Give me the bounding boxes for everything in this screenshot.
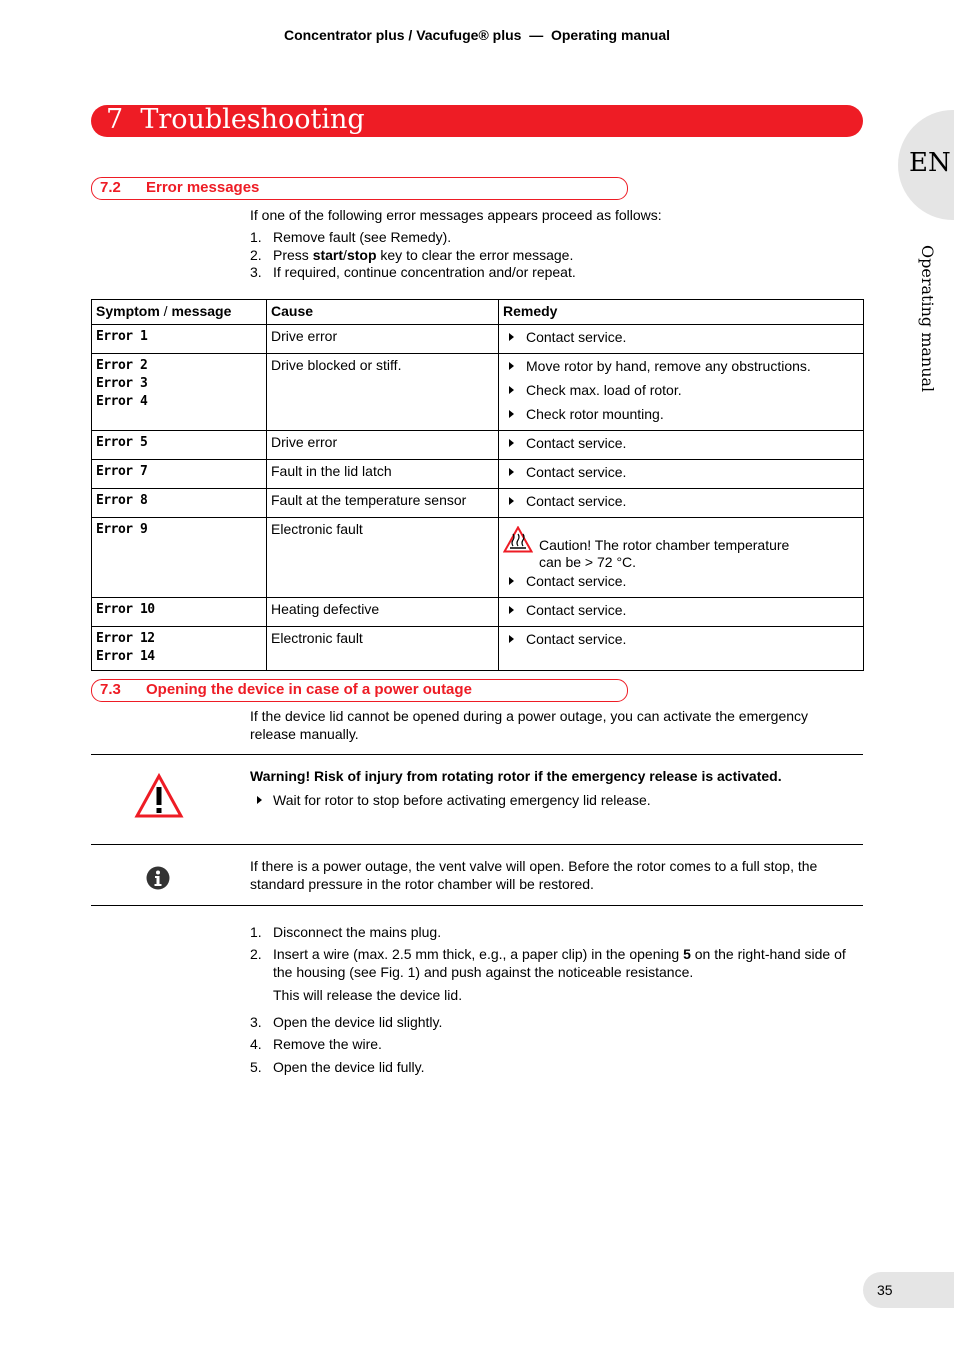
- step-text: the housing (see Fig. 1) and push against the noticeable resistance.: [273, 964, 694, 980]
- step-number: 2.: [250, 946, 262, 962]
- error-code: Error 3: [96, 376, 148, 391]
- arrow-bullet-icon: [509, 439, 514, 447]
- step-text: [273, 946, 846, 962]
- cause-cell: Heating defective: [267, 598, 499, 627]
- header-message: message: [171, 303, 232, 319]
- table-row: [92, 518, 864, 598]
- symptom-cell: [92, 489, 267, 518]
- step-text: If required, continue concentration and/or repeat.: [273, 264, 576, 280]
- table-row: [92, 325, 864, 354]
- error-code: Error 14: [96, 649, 155, 664]
- remedy-text: Contact service.: [526, 464, 627, 480]
- info-line: If there is a power outage, the vent valve will open. Before the rotor comes to a full stop, the: [250, 858, 818, 874]
- error-code: Error 1: [96, 329, 148, 344]
- hot-surface-caution-icon: [503, 526, 533, 557]
- remedy-item: [503, 569, 859, 593]
- arrow-bullet-icon: [509, 410, 514, 418]
- column-header-symptom: [92, 300, 267, 325]
- section-intro: If one of the following error messages appears proceed as follows:: [250, 207, 662, 223]
- error-code: Error 5: [96, 435, 148, 450]
- step-text: Open the device lid fully.: [273, 1059, 425, 1075]
- section-heading-7-3: [91, 679, 628, 702]
- step-text-post: on the right-hand side of: [690, 946, 846, 962]
- cause-cell: Electronic fault: [267, 627, 499, 671]
- table-row: [92, 598, 864, 627]
- remedy-item: [503, 489, 859, 513]
- warning-triangle-icon: [134, 773, 184, 824]
- step-number: 1.: [250, 229, 262, 245]
- step-text: Open the device lid slightly.: [273, 1014, 443, 1030]
- running-header: Concentrator plus / Vacufuge® plus — Operating manual: [283, 27, 671, 43]
- opening-number: 5: [683, 946, 691, 962]
- page-number-tab: [863, 1272, 954, 1308]
- step-text-pre: Press: [273, 247, 313, 263]
- remedy-cell: [499, 598, 864, 627]
- section-number: 7.3: [100, 681, 121, 698]
- remedy-cell: [499, 460, 864, 489]
- remedy-item: [503, 598, 859, 622]
- step-text-post: key to clear the error message.: [376, 247, 574, 263]
- step-number: 2.: [250, 247, 262, 263]
- remedy-item: [503, 354, 859, 378]
- divider: [91, 844, 863, 845]
- header-symptom: Symptom: [96, 303, 160, 319]
- step-number: 3.: [250, 264, 262, 280]
- section-number: 7.2: [100, 179, 121, 196]
- info-line: standard pressure in the rotor chamber will be restored.: [250, 876, 594, 892]
- section-title: Opening the device in case of a power outage: [146, 681, 472, 698]
- remedy-text: Contact service.: [526, 329, 627, 345]
- remedy-item: [503, 460, 859, 484]
- step-text-pre: Insert a wire (max. 2.5 mm thick, e.g., a paper clip) in the opening: [273, 946, 684, 962]
- error-code: Error 7: [96, 464, 148, 479]
- remedy-item: [503, 378, 859, 402]
- symptom-cell: [92, 518, 267, 598]
- remedy-cell: [499, 518, 864, 598]
- error-code: Error 9: [96, 522, 148, 537]
- step-number: 5.: [250, 1059, 262, 1075]
- header-separator: /: [159, 303, 172, 319]
- info-text: [250, 857, 817, 893]
- key-separator: /: [343, 247, 347, 263]
- cause-cell: Drive error: [267, 431, 499, 460]
- cause-cell: Drive error: [267, 325, 499, 354]
- step-text: Remove the wire.: [273, 1036, 382, 1052]
- step-text: Remove fault (see Remedy).: [273, 229, 452, 245]
- cause-cell: Fault at the temperature sensor: [267, 489, 499, 518]
- arrow-bullet-icon: [509, 386, 514, 394]
- caution-note: [503, 524, 859, 571]
- language-label: EN: [909, 148, 951, 178]
- symptom-cell: [92, 325, 267, 354]
- table-header-row: [92, 300, 864, 325]
- arrow-bullet-icon: [509, 635, 514, 643]
- warning-action: [250, 791, 651, 809]
- error-table: [91, 299, 864, 671]
- arrow-bullet-icon: [509, 468, 514, 476]
- remedy-cell: [499, 325, 864, 354]
- chapter-bar: [91, 105, 863, 137]
- cause-cell: Fault in the lid latch: [267, 460, 499, 489]
- divider: [91, 905, 863, 906]
- intro-line: release manually.: [250, 726, 359, 742]
- intro-line: If the device lid cannot be opened during a power outage, you can activate the emergency: [250, 708, 809, 724]
- info-icon: [146, 866, 170, 895]
- section-title: Error messages: [146, 179, 260, 196]
- column-header-remedy: Remedy: [499, 300, 864, 325]
- arrow-bullet-icon: [257, 796, 262, 804]
- table-row: [92, 431, 864, 460]
- remedy-text: Check rotor mounting.: [526, 406, 664, 422]
- error-code: Error 4: [96, 394, 148, 409]
- step-number: 4.: [250, 1036, 262, 1052]
- chapter-title: 7 Troubleshooting: [106, 104, 365, 135]
- step-number: 3.: [250, 1014, 262, 1030]
- section-intro: [250, 707, 808, 743]
- side-label: Operating manual: [918, 245, 937, 393]
- remedy-item: [503, 402, 859, 426]
- page-number: 35: [877, 1282, 893, 1298]
- column-header-cause: Cause: [267, 300, 499, 325]
- table-row: [92, 489, 864, 518]
- remedy-item: [503, 325, 859, 349]
- error-code: Error 10: [96, 602, 155, 617]
- step-number: 1.: [250, 924, 262, 940]
- table-row: [92, 460, 864, 489]
- remedy-cell: [499, 489, 864, 518]
- arrow-bullet-icon: [509, 333, 514, 341]
- remedy-cell: [499, 431, 864, 460]
- remedy-text: Contact service.: [526, 631, 627, 647]
- caution-text-line1: Caution! The rotor chamber temperature: [539, 537, 790, 553]
- symptom-cell: [92, 627, 267, 671]
- symptom-cell: [92, 354, 267, 431]
- arrow-bullet-icon: [509, 577, 514, 585]
- remedy-cell: [499, 627, 864, 671]
- symptom-cell: [92, 460, 267, 489]
- cause-cell: Electronic fault: [267, 518, 499, 598]
- remedy-text: Contact service.: [526, 573, 627, 589]
- remedy-item: [503, 627, 859, 651]
- step-text: [273, 247, 573, 263]
- table-row: [92, 627, 864, 671]
- step-note-text: This will release the device lid.: [273, 987, 463, 1003]
- remedy-text: Contact service.: [526, 493, 627, 509]
- arrow-bullet-icon: [509, 606, 514, 614]
- remedy-text: Check max. load of rotor.: [526, 382, 682, 398]
- remedy-text: Contact service.: [526, 602, 627, 618]
- error-code: Error 12: [96, 631, 155, 646]
- language-tab: [898, 110, 954, 220]
- arrow-bullet-icon: [509, 362, 514, 370]
- warning-action-text: Wait for rotor to stop before activating emergency lid release.: [273, 792, 651, 808]
- section-heading-7-2: [91, 177, 628, 200]
- arrow-bullet-icon: [509, 497, 514, 505]
- error-code: Error 8: [96, 493, 148, 508]
- symptom-cell: [92, 431, 267, 460]
- error-code: Error 2: [96, 358, 148, 373]
- step-text: Disconnect the mains plug.: [273, 924, 442, 940]
- key-name-start: start: [312, 247, 344, 263]
- caution-text-line2: can be > 72 °C.: [539, 554, 637, 570]
- remedy-cell: [499, 354, 864, 431]
- warning-title: Warning! Risk of injury from rotating rotor if the emergency release is activated.: [250, 768, 782, 784]
- cause-cell: Drive blocked or stiff.: [267, 354, 499, 431]
- remedy-text: Contact service.: [526, 435, 627, 451]
- table-row: [92, 354, 864, 431]
- divider: [91, 754, 863, 755]
- remedy-text: Move rotor by hand, remove any obstructions.: [526, 358, 811, 374]
- remedy-item: [503, 431, 859, 455]
- key-name-stop: stop: [346, 247, 377, 263]
- symptom-cell: [92, 598, 267, 627]
